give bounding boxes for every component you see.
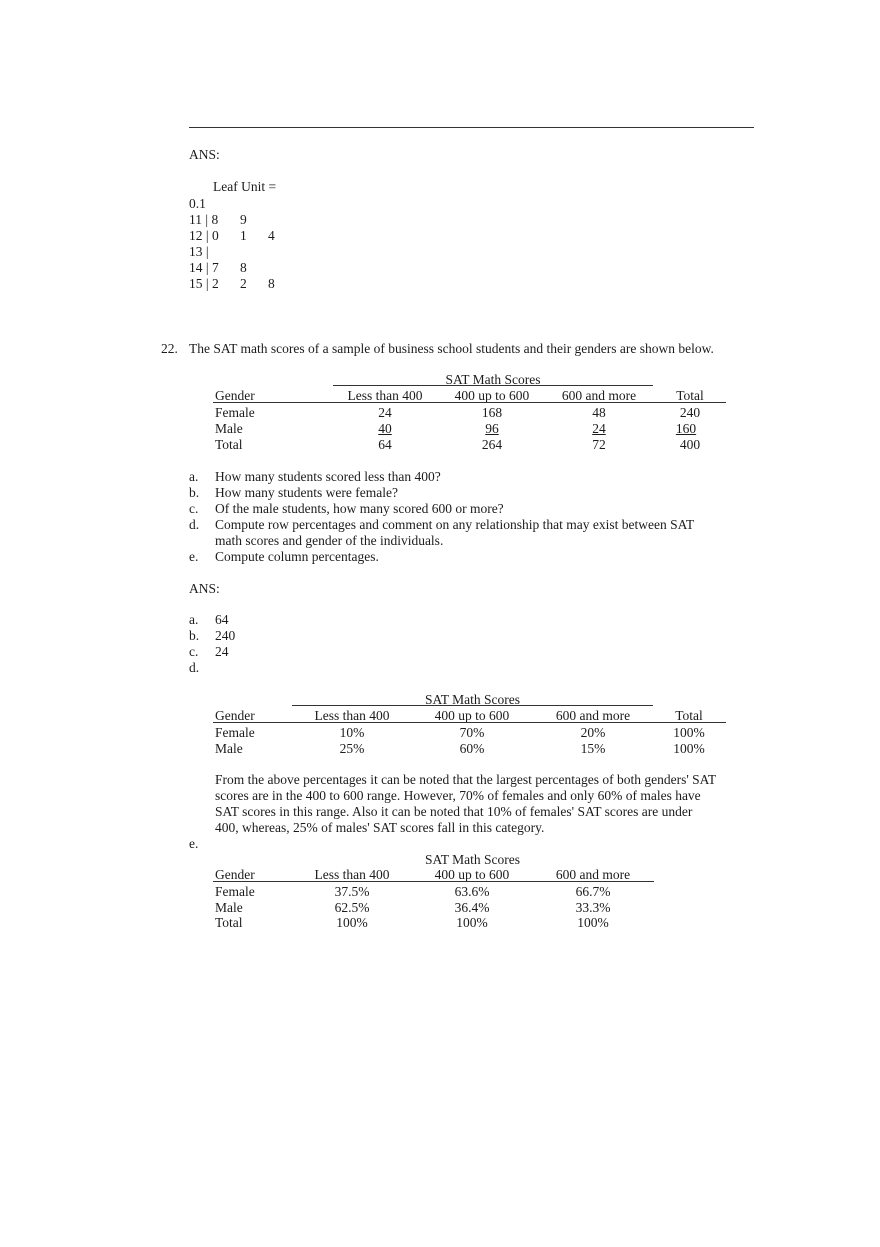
header-rule — [213, 402, 726, 403]
leaf: 8 — [240, 260, 247, 275]
table-cell: 25% — [339, 741, 365, 756]
table-cell: 100% — [673, 741, 705, 756]
col-header: 600 and more — [555, 867, 631, 882]
table-cell: 240 — [679, 405, 701, 420]
answer-item-label: b. — [189, 628, 200, 643]
part-label: e. — [189, 549, 199, 564]
col-header-gender: Gender — [215, 708, 255, 723]
row-label: Male — [215, 741, 243, 756]
leaf: 1 — [240, 228, 247, 243]
table-cell: 62.5% — [334, 900, 370, 915]
table-cell: 33.3% — [575, 900, 611, 915]
header-rule — [213, 881, 654, 882]
stem-row: 12 | 0 — [189, 228, 219, 243]
leaf: 4 — [268, 228, 275, 243]
col-header-gender: Gender — [215, 867, 255, 882]
table-group-header: SAT Math Scores — [445, 372, 541, 387]
stem-row: 13 | — [189, 244, 209, 259]
leaf: 2 — [240, 276, 247, 291]
question-number: 22. — [161, 341, 178, 356]
table-cell: 72 — [592, 437, 606, 452]
answer-item-value: 240 — [215, 628, 236, 643]
col-header: 600 and more — [561, 388, 637, 403]
answer-item-value: 24 — [215, 644, 229, 659]
answer-item-label: a. — [189, 612, 199, 627]
table-cell: 10% — [339, 725, 365, 740]
col-header: Less than 400 — [347, 388, 423, 403]
comment-line: From the above percentages it can be noted that the largest percentages of both genders' SAT — [215, 772, 717, 787]
comment-line: scores are in the 400 to 600 range. However, 70% of females and only 60% of males have — [215, 788, 701, 803]
col-header-gender: Gender — [215, 388, 255, 403]
part-label: a. — [189, 469, 199, 484]
table-cell: 64 — [378, 437, 392, 452]
table-cell: 24 — [592, 421, 606, 436]
question-text: The SAT math scores of a sample of business school students and their genders are shown below. — [189, 341, 714, 356]
header-rule — [213, 722, 726, 723]
top-divider — [189, 127, 754, 128]
col-header: 400 up to 600 — [454, 388, 530, 403]
row-label: Female — [215, 725, 255, 740]
part-label: b. — [189, 485, 200, 500]
answer-item-value: 64 — [215, 612, 229, 627]
table-group-header: SAT Math Scores — [424, 692, 520, 707]
part-text: How many students scored less than 400? — [215, 469, 441, 484]
part-text: How many students were female? — [215, 485, 398, 500]
table-cell: 24 — [378, 405, 392, 420]
answer-item-label: d. — [189, 660, 200, 675]
part-text: Compute column percentages. — [215, 549, 379, 564]
table-cell: 264 — [481, 437, 503, 452]
comment-line: SAT scores in this range. Also it can be noted that 10% of females' SAT scores are under — [215, 804, 693, 819]
col-header: Less than 400 — [314, 867, 390, 882]
row-label: Female — [215, 405, 255, 420]
col-header: Total — [676, 388, 704, 403]
group-header-rule — [333, 385, 653, 386]
stem-row: 15 | 2 — [189, 276, 219, 291]
col-header: Less than 400 — [314, 708, 390, 723]
leaf: 8 — [268, 276, 275, 291]
table-cell: 70% — [459, 725, 485, 740]
table-group-header: SAT Math Scores — [424, 852, 520, 867]
leaf-unit-label: Leaf Unit = — [213, 179, 277, 194]
part-label: c. — [189, 501, 199, 516]
part-text: Of the male students, how many scored 600 or more? — [215, 501, 504, 516]
table-cell: 100% — [577, 915, 609, 930]
row-label: Female — [215, 884, 255, 899]
table-cell: 36.4% — [454, 900, 490, 915]
col-header: Total — [675, 708, 703, 723]
col-header: 400 up to 600 — [434, 708, 510, 723]
stem-row: 14 | 7 — [189, 260, 219, 275]
col-header: 600 and more — [555, 708, 631, 723]
part-text: Compute row percentages and comment on any relationship that may exist between SAT — [215, 517, 695, 532]
leaf-unit-value: 0.1 — [189, 196, 206, 211]
table-cell: 168 — [481, 405, 503, 420]
answer-item-label: c. — [189, 644, 199, 659]
row-label: Total — [215, 437, 243, 452]
stem-row: 11 | 8 — [189, 212, 219, 227]
table-cell: 100% — [336, 915, 368, 930]
leaf: 9 — [240, 212, 247, 227]
row-label: Male — [215, 900, 243, 915]
comment-line: 400, whereas, 25% of males' SAT scores fall in this category. — [215, 820, 545, 835]
table-cell: 60% — [459, 741, 485, 756]
table-cell: 37.5% — [334, 884, 370, 899]
part-label: d. — [189, 517, 200, 532]
part-text-continued: math scores and gender of the individuals. — [215, 533, 444, 548]
table-cell: 15% — [580, 741, 606, 756]
row-label: Total — [215, 915, 243, 930]
answer-label: ANS: — [189, 581, 220, 596]
col-header: 400 up to 600 — [434, 867, 510, 882]
answer-item-label: e. — [189, 836, 199, 851]
table-cell: 100% — [673, 725, 705, 740]
table-cell: 160 — [675, 421, 697, 436]
table-cell: 66.7% — [575, 884, 611, 899]
table-cell: 40 — [378, 421, 392, 436]
table-cell: 400 — [679, 437, 701, 452]
table-cell: 20% — [580, 725, 606, 740]
table-cell: 63.6% — [454, 884, 490, 899]
table-cell: 96 — [485, 421, 499, 436]
table-cell: 48 — [592, 405, 606, 420]
row-label: Male — [215, 421, 243, 436]
group-header-rule — [292, 705, 653, 706]
ans-label: ANS: — [189, 147, 220, 162]
table-cell: 100% — [456, 915, 488, 930]
